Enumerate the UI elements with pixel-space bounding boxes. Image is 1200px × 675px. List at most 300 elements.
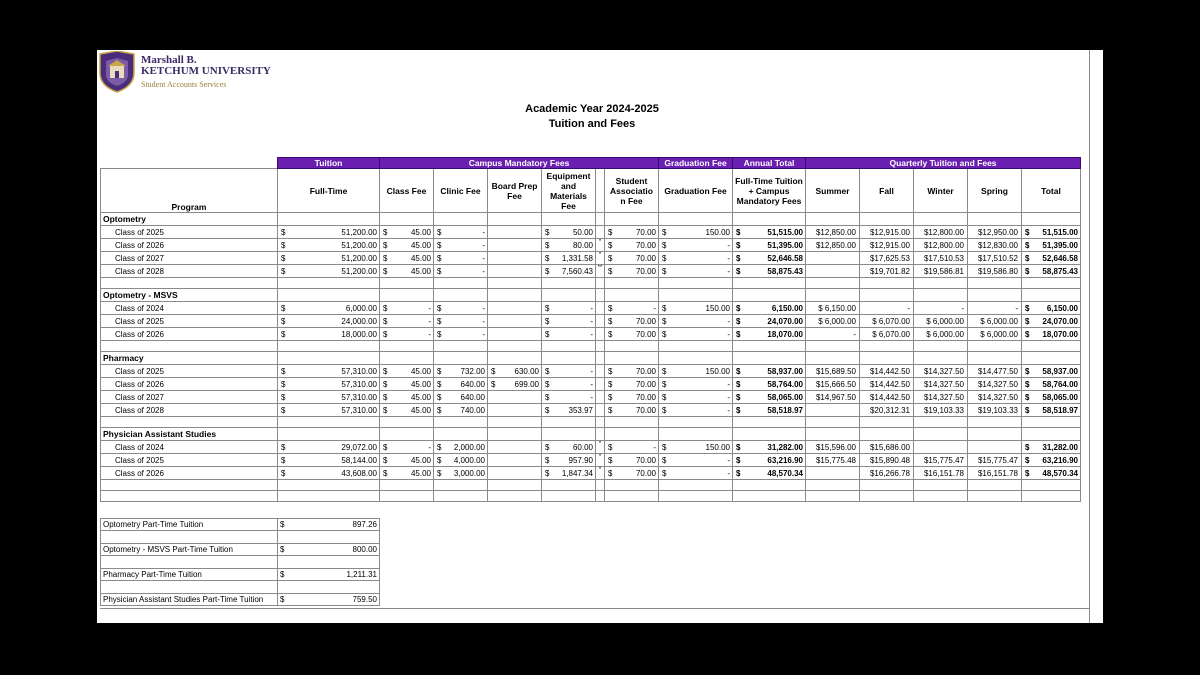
- empty-cell: [488, 289, 542, 302]
- annual-total-value: 18,070.00: [767, 329, 803, 339]
- class-fee-value: 45.00: [410, 227, 431, 237]
- equipment-fee-value: 7,560.43: [561, 266, 593, 276]
- clinic-fee: [434, 302, 488, 315]
- empty-cell: [806, 289, 860, 302]
- empty-cell: [914, 491, 968, 502]
- footnote-mark: [596, 315, 605, 328]
- empty-cell: [968, 341, 1022, 352]
- empty-cell: [596, 417, 605, 428]
- currency-symbol: $: [736, 240, 741, 250]
- graduation-fee: [659, 239, 733, 252]
- empty-cell: [1022, 352, 1081, 365]
- currency-symbol: $: [281, 366, 286, 376]
- currency-symbol: $: [662, 240, 667, 250]
- quarterly-total: [1022, 404, 1081, 417]
- empty-cell: [968, 352, 1022, 365]
- empty-cell: [659, 213, 733, 226]
- clinic-fee-value: 3,000.00: [453, 468, 485, 478]
- annual-total: [733, 315, 806, 328]
- summer-amount: $15,689.50: [806, 365, 860, 378]
- currency-symbol: $: [662, 468, 667, 478]
- quarterly-total-value: 48,570.34: [1042, 468, 1078, 478]
- summer-amount: $ 6,000.00: [806, 315, 860, 328]
- clinic-fee: [434, 404, 488, 417]
- currency-symbol: $: [608, 240, 613, 250]
- empty-cell: [278, 480, 380, 491]
- part-time-row: [101, 594, 380, 606]
- empty-cell: [101, 480, 278, 491]
- winter-amount: $14,327.50: [914, 365, 968, 378]
- empty-cell: [596, 278, 605, 289]
- empty-cell: [278, 531, 380, 544]
- row-label: Class of 2026: [101, 328, 278, 341]
- equipment-fee-value: -: [590, 329, 593, 339]
- empty-cell: [596, 428, 605, 441]
- winter-amount: [914, 441, 968, 454]
- full-time-tuition-value: 51,200.00: [341, 240, 377, 250]
- spring-amount: $12,830.00: [968, 239, 1022, 252]
- full-time-tuition: [278, 315, 380, 328]
- section-name: Optometry: [101, 213, 278, 226]
- board-prep-fee-value: 630.00: [514, 366, 539, 376]
- empty-cell: [434, 278, 488, 289]
- part-time-amount-value: 1,211.31: [346, 570, 377, 579]
- class-fee-value: -: [428, 303, 431, 313]
- empty-cell: [542, 278, 596, 289]
- class-fee-value: 45.00: [410, 240, 431, 250]
- empty-cell: [542, 213, 596, 226]
- full-time-tuition: [278, 378, 380, 391]
- full-time-tuition: [278, 328, 380, 341]
- board-prep-fee: [488, 441, 542, 454]
- full-time-tuition-value: 43,608.00: [341, 468, 377, 478]
- equipment-fee: [542, 328, 596, 341]
- footnote-mark: *: [596, 467, 605, 480]
- student-assoc-fee: [605, 328, 659, 341]
- quarterly-total: [1022, 252, 1081, 265]
- fall-amount: $15,890.48: [860, 454, 914, 467]
- table-row: [101, 378, 1081, 391]
- currency-symbol: $: [545, 253, 550, 263]
- student-assoc-fee-value: 70.00: [635, 266, 656, 276]
- empty-cell: [733, 341, 806, 352]
- part-time-amount-value: 759.50: [352, 595, 377, 604]
- student-assoc-fee-value: -: [653, 442, 656, 452]
- annual-total-value: 63,216.90: [767, 455, 803, 465]
- annual-total: [733, 467, 806, 480]
- class-fee-value: 45.00: [410, 392, 431, 402]
- annual-total-value: 51,395.00: [767, 240, 803, 250]
- spacer-row: [101, 417, 1081, 428]
- empty-cell: [278, 341, 380, 352]
- currency-symbol: $: [662, 329, 667, 339]
- currency-symbol: $: [383, 468, 388, 478]
- spacer-row: [101, 531, 380, 544]
- empty-cell: [542, 352, 596, 365]
- empty-cell: [659, 428, 733, 441]
- empty-cell: [806, 278, 860, 289]
- empty-cell: [488, 352, 542, 365]
- clinic-fee: [434, 226, 488, 239]
- empty-cell: [434, 491, 488, 502]
- empty-cell: [278, 491, 380, 502]
- board-prep-fee: [488, 365, 542, 378]
- clinic-fee: [434, 365, 488, 378]
- currency-symbol: $: [736, 227, 741, 237]
- currency-symbol: $: [1025, 266, 1030, 276]
- class-fee: [380, 252, 434, 265]
- currency-symbol: $: [545, 366, 550, 376]
- empty-cell: [733, 278, 806, 289]
- class-fee: [380, 467, 434, 480]
- empty-cell: [968, 428, 1022, 441]
- university-crest-icon: [98, 51, 136, 93]
- currency-symbol: $: [608, 366, 613, 376]
- empty-cell: [605, 491, 659, 502]
- currency-symbol: $: [1025, 392, 1030, 402]
- winter-amount: $ 6,000.00: [914, 315, 968, 328]
- currency-symbol: $: [736, 316, 741, 326]
- class-fee: [380, 315, 434, 328]
- clinic-fee: [434, 328, 488, 341]
- equipment-fee: [542, 441, 596, 454]
- part-time-label: Pharmacy Part-Time Tuition: [101, 569, 278, 581]
- graduation-fee-value: -: [727, 468, 730, 478]
- equipment-fee: [542, 378, 596, 391]
- row-label: Class of 2027: [101, 252, 278, 265]
- empty-cell: [596, 480, 605, 491]
- table-row: [101, 265, 1081, 278]
- quarterly-total-value: 58,937.00: [1042, 366, 1078, 376]
- row-label: Class of 2024: [101, 441, 278, 454]
- empty-cell: [380, 480, 434, 491]
- empty-cell: [101, 531, 278, 544]
- student-assoc-fee-value: 70.00: [635, 329, 656, 339]
- empty-cell: [488, 417, 542, 428]
- col-mark: [596, 169, 605, 213]
- col-clinic-fee: Clinic Fee: [434, 169, 488, 213]
- student-assoc-fee-value: 70.00: [635, 405, 656, 415]
- empty-cell: [380, 428, 434, 441]
- annual-total-value: 6,150.00: [771, 303, 803, 313]
- graduation-fee: [659, 454, 733, 467]
- full-time-tuition: [278, 252, 380, 265]
- student-assoc-fee: [605, 404, 659, 417]
- currency-symbol: $: [736, 392, 741, 402]
- col-winter: Winter: [914, 169, 968, 213]
- university-name-line1: Marshall B.: [141, 54, 197, 66]
- class-fee: [380, 302, 434, 315]
- empty-cell: [488, 428, 542, 441]
- section-name: Pharmacy: [101, 352, 278, 365]
- equipment-fee: [542, 265, 596, 278]
- empty-cell: [659, 352, 733, 365]
- equipment-fee-value: -: [590, 392, 593, 402]
- currency-symbol: $: [383, 329, 388, 339]
- clinic-fee-value: -: [482, 240, 485, 250]
- board-prep-fee: [488, 226, 542, 239]
- class-fee-value: -: [428, 442, 431, 452]
- annual-total-value: 58,518.97: [767, 405, 803, 415]
- clinic-fee: [434, 265, 488, 278]
- board-prep-fee-value: 699.00: [514, 379, 539, 389]
- group-quarterly: Quarterly Tuition and Fees: [806, 158, 1081, 169]
- clinic-fee: [434, 315, 488, 328]
- winter-amount: $14,327.50: [914, 391, 968, 404]
- empty-cell: [659, 341, 733, 352]
- currency-symbol: $: [383, 316, 388, 326]
- quarterly-total: [1022, 239, 1081, 252]
- currency-symbol: $: [437, 240, 442, 250]
- empty-cell: [659, 289, 733, 302]
- empty-cell: [596, 491, 605, 502]
- full-time-tuition-value: 57,310.00: [341, 379, 377, 389]
- summer-amount: -: [806, 328, 860, 341]
- fall-amount: $14,442.50: [860, 378, 914, 391]
- currency-symbol: $: [736, 303, 741, 313]
- graduation-fee-value: 150.00: [705, 366, 730, 376]
- empty-cell: [860, 213, 914, 226]
- currency-symbol: $: [1025, 468, 1030, 478]
- annual-total: [733, 391, 806, 404]
- full-time-tuition: [278, 391, 380, 404]
- row-label: Class of 2028: [101, 404, 278, 417]
- currency-symbol: $: [545, 303, 550, 313]
- currency-symbol: $: [662, 266, 667, 276]
- currency-symbol: $: [608, 303, 613, 313]
- empty-cell: [914, 480, 968, 491]
- spacer-row: [101, 556, 380, 569]
- empty-cell: [542, 341, 596, 352]
- empty-cell: [733, 491, 806, 502]
- quarterly-total-value: 51,515.00: [1042, 227, 1078, 237]
- empty-cell: [434, 428, 488, 441]
- table-row: [101, 467, 1081, 480]
- currency-symbol: $: [383, 405, 388, 415]
- empty-cell: [605, 341, 659, 352]
- empty-cell: [278, 289, 380, 302]
- quarterly-total-value: 58,764.00: [1042, 379, 1078, 389]
- part-time-label: Physician Assistant Studies Part-Time Tuition: [101, 594, 278, 606]
- board-prep-fee: [488, 391, 542, 404]
- currency-symbol: $: [545, 329, 550, 339]
- empty-cell: [488, 491, 542, 502]
- board-prep-fee: [488, 328, 542, 341]
- empty-cell: [968, 278, 1022, 289]
- currency-symbol: $: [545, 227, 550, 237]
- table-row: [101, 328, 1081, 341]
- clinic-fee-value: -: [482, 266, 485, 276]
- summer-amount: $15,596.00: [806, 441, 860, 454]
- fall-amount: $17,625.53: [860, 252, 914, 265]
- empty-cell: [596, 352, 605, 365]
- empty-cell: [806, 480, 860, 491]
- spacer-row: [101, 581, 380, 594]
- full-time-tuition-value: 29,072.00: [341, 442, 377, 452]
- clinic-fee: [434, 252, 488, 265]
- empty-cell: [806, 352, 860, 365]
- summer-amount: $12,850.00: [806, 239, 860, 252]
- empty-cell: [434, 417, 488, 428]
- footnote-mark: [596, 365, 605, 378]
- full-time-tuition-value: 58,144.00: [341, 455, 377, 465]
- footnote-mark: [596, 378, 605, 391]
- graduation-fee-value: -: [727, 329, 730, 339]
- summer-amount: $15,666.50: [806, 378, 860, 391]
- equipment-fee-value: -: [590, 366, 593, 376]
- annual-total-value: 51,515.00: [767, 227, 803, 237]
- board-prep-fee: [488, 454, 542, 467]
- board-prep-fee: [488, 404, 542, 417]
- annual-total: [733, 226, 806, 239]
- student-assoc-fee-value: 70.00: [635, 316, 656, 326]
- graduation-fee: [659, 391, 733, 404]
- class-fee: [380, 239, 434, 252]
- winter-amount: $14,327.50: [914, 378, 968, 391]
- spring-amount: [968, 441, 1022, 454]
- empty-cell: [733, 289, 806, 302]
- equipment-fee-value: 1,847.34: [561, 468, 593, 478]
- empty-cell: [596, 341, 605, 352]
- currency-symbol: $: [383, 455, 388, 465]
- annual-total: [733, 328, 806, 341]
- footnote-mark: [596, 226, 605, 239]
- currency-symbol: $: [437, 379, 442, 389]
- empty-cell: [860, 428, 914, 441]
- graduation-fee-value: -: [727, 405, 730, 415]
- empty-cell: [659, 480, 733, 491]
- clinic-fee: [434, 391, 488, 404]
- graduation-fee: [659, 328, 733, 341]
- row-label: Class of 2028: [101, 265, 278, 278]
- fall-amount: $15,686.00: [860, 441, 914, 454]
- equipment-fee-value: 1,331.58: [561, 253, 593, 263]
- currency-symbol: $: [662, 442, 667, 452]
- part-time-amount-value: 897.26: [352, 520, 377, 529]
- quarterly-total-value: 31,282.00: [1042, 442, 1078, 452]
- col-graduation-fee: Graduation Fee: [659, 169, 733, 213]
- full-time-tuition-value: 51,200.00: [341, 266, 377, 276]
- graduation-fee-value: -: [727, 266, 730, 276]
- currency-symbol: $: [1025, 316, 1030, 326]
- empty-cell: [968, 213, 1022, 226]
- currency-symbol: $: [383, 442, 388, 452]
- group-campus-fees: Campus Mandatory Fees: [380, 158, 659, 169]
- currency-symbol: $: [736, 442, 741, 452]
- currency-symbol: $: [662, 405, 667, 415]
- currency-symbol: $: [608, 253, 613, 263]
- currency-symbol: $: [1025, 379, 1030, 389]
- empty-cell: [434, 341, 488, 352]
- empty-cell: [1022, 428, 1081, 441]
- quarterly-total: [1022, 441, 1081, 454]
- empty-cell: [101, 278, 278, 289]
- winter-amount: $17,510.53: [914, 252, 968, 265]
- clinic-fee-value: -: [482, 253, 485, 263]
- table-row: [101, 441, 1081, 454]
- empty-cell: [101, 491, 278, 502]
- empty-cell: [101, 341, 278, 352]
- currency-symbol: $: [662, 303, 667, 313]
- part-time-amount-value: 800.00: [352, 545, 377, 554]
- equipment-fee: [542, 467, 596, 480]
- empty-cell: [101, 581, 278, 594]
- currency-symbol: $: [281, 240, 286, 250]
- clinic-fee: [434, 467, 488, 480]
- part-time-row: [101, 544, 380, 556]
- part-time-amount: [278, 519, 380, 531]
- spring-amount: $19,103.33: [968, 404, 1022, 417]
- equipment-fee: [542, 239, 596, 252]
- empty-cell: [733, 352, 806, 365]
- currency-symbol: $: [280, 595, 285, 604]
- student-assoc-fee: [605, 252, 659, 265]
- empty-cell: [860, 480, 914, 491]
- full-time-tuition: [278, 454, 380, 467]
- class-fee-value: 45.00: [410, 266, 431, 276]
- student-assoc-fee: [605, 265, 659, 278]
- empty-cell: [488, 213, 542, 226]
- full-time-tuition: [278, 404, 380, 417]
- currency-symbol: $: [383, 366, 388, 376]
- equipment-fee-value: 50.00: [572, 227, 593, 237]
- currency-symbol: $: [736, 329, 741, 339]
- spring-amount: $12,950.00: [968, 226, 1022, 239]
- currency-symbol: $: [662, 253, 667, 263]
- section-header-row: [101, 428, 1081, 441]
- clinic-fee-value: 2,000.00: [453, 442, 485, 452]
- row-label: Class of 2025: [101, 226, 278, 239]
- empty-cell: [278, 278, 380, 289]
- winter-amount: $ 6,000.00: [914, 328, 968, 341]
- fall-amount: $16,266.78: [860, 467, 914, 480]
- empty-cell: [914, 213, 968, 226]
- equipment-fee: [542, 315, 596, 328]
- currency-symbol: $: [281, 442, 286, 452]
- empty-cell: [733, 417, 806, 428]
- col-equipment: Equipment and Materials Fee: [542, 169, 596, 213]
- empty-cell: [380, 417, 434, 428]
- currency-symbol: $: [437, 227, 442, 237]
- full-time-tuition: [278, 441, 380, 454]
- university-name-line2: KETCHUM UNIVERSITY: [141, 65, 271, 77]
- currency-symbol: $: [437, 468, 442, 478]
- col-fall: Fall: [860, 169, 914, 213]
- class-fee-value: -: [428, 316, 431, 326]
- quarterly-total-value: 6,150.00: [1046, 303, 1078, 313]
- spacer-row: [101, 491, 1081, 502]
- student-assoc-fee: [605, 365, 659, 378]
- table-row: [101, 226, 1081, 239]
- graduation-fee: [659, 365, 733, 378]
- graduation-fee: [659, 226, 733, 239]
- row-label: Class of 2026: [101, 239, 278, 252]
- empty-cell: [914, 289, 968, 302]
- currency-symbol: $: [545, 442, 550, 452]
- equipment-fee: [542, 391, 596, 404]
- fall-amount: $12,915.00: [860, 239, 914, 252]
- currency-symbol: $: [1025, 405, 1030, 415]
- col-annual-total: Full-Time Tuition + Campus Mandatory Fees: [733, 169, 806, 213]
- annual-total-value: 58,065.00: [767, 392, 803, 402]
- empty-cell: [806, 491, 860, 502]
- quarterly-total-value: 63,216.90: [1042, 455, 1078, 465]
- currency-symbol: $: [545, 392, 550, 402]
- department-name: Student Accounts Services: [141, 80, 227, 89]
- class-fee-value: 45.00: [410, 455, 431, 465]
- row-label: Class of 2025: [101, 315, 278, 328]
- student-assoc-fee-value: 70.00: [635, 455, 656, 465]
